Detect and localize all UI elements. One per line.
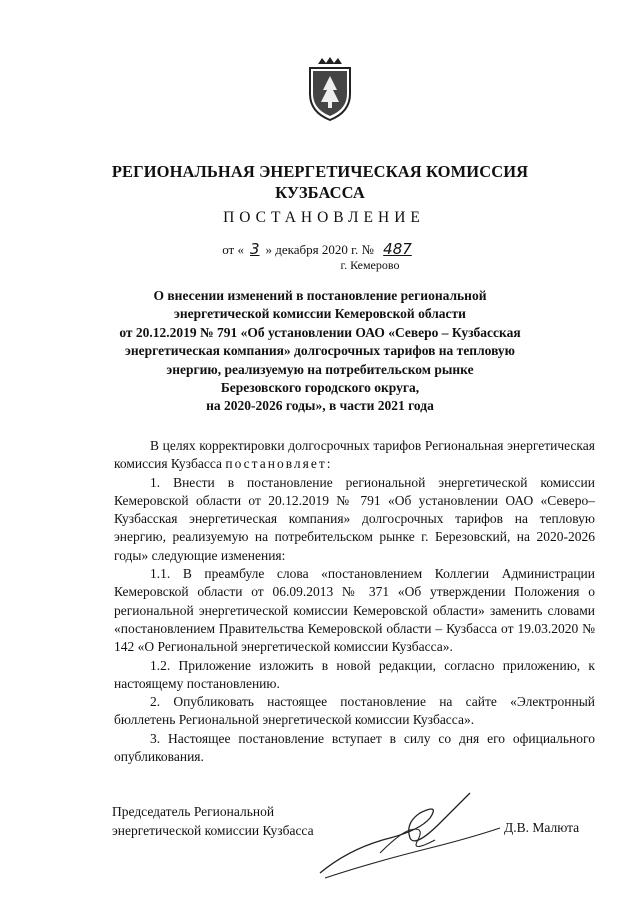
- coat-of-arms-icon: [304, 56, 356, 122]
- resolves-word: постановляет:: [225, 456, 333, 472]
- organization-name: [0, 161, 640, 203]
- document-body: [114, 437, 595, 766]
- signatory-name: Д.В. Малюта: [504, 820, 580, 835]
- document-number: 487: [383, 240, 412, 258]
- signatory-title: [112, 802, 314, 840]
- subject-line: энергию, реализуемую на потребительском рынке: [166, 361, 474, 377]
- date-day: 3: [249, 240, 260, 258]
- intro-text: В целях корректировки долгосрочных тарифов Региональная энергетическая комиссия Кузбасса: [114, 438, 595, 472]
- org-line-2: КУЗБАССА: [275, 183, 365, 202]
- paragraph-2: 2. Опубликовать настоящее постановление на сайте «Электронный бюллетень Региональной энергетической комиссии Кузбасса».: [114, 694, 595, 728]
- document-date-line: [0, 240, 640, 258]
- subject-line: от 20.12.2019 № 791 «Об установлении ОАО «Северо – Кузбасская: [119, 324, 521, 340]
- paragraph-1-1: 1.1. В преамбуле слова «постановлением Коллегии Администрации Кемеровской области от 06.09.2013 № 371 «Об утверждении Положения о региональной энергетической комиссии Кемеровской области» заменить словами «постановлением Правительства Кемеровской области – Кузбасса от 19.03.2020 № 142 «О Региональной энергетической комиссии Кузбасса».: [114, 566, 595, 655]
- subject-line: О внесении изменений в постановление региональной: [153, 288, 487, 303]
- paragraph-3: 3. Настоящее постановление вступает в силу со дня его официального опубликования.: [114, 730, 595, 765]
- subject-line: энергетической комиссии Кемеровской области: [174, 306, 466, 322]
- date-prefix: от «: [222, 242, 244, 257]
- handwritten-signature-icon: [310, 778, 510, 888]
- subject-line: на 2020-2026 годы», в части 2021 года: [206, 398, 434, 414]
- signatory-title-line-2: энергетической комиссии Кузбасса: [112, 823, 314, 838]
- subject-line: Березовского городского округа,: [220, 380, 420, 396]
- paragraph-1-2: 1.2. Приложение изложить в новой редакции, согласно приложению, к настоящему постановлению.: [114, 657, 595, 691]
- city: г. Кемерово: [340, 258, 400, 272]
- subject-line: энергетическая компания» долгосрочных тарифов на тепловую: [125, 343, 515, 359]
- org-line-1: РЕГИОНАЛЬНАЯ ЭНЕРГЕТИЧЕСКАЯ КОМИССИЯ: [111, 162, 529, 181]
- paragraph-1: 1. Внести в постановление региональной энергетической комиссии Кемеровской области от 20.12.2019 № 791 «Об установлении ОАО «Северо–Кузбасская энергетическая компания» долгосрочных тарифов на тепловую энергию, реализуемую на потребительском рынке г. Березовский, на 2020-2026 годы» следующие изменения:: [114, 474, 595, 563]
- document-type: ПОСТАНОВЛЕНИЕ: [223, 209, 425, 226]
- date-rest: » декабря 2020 г. №: [265, 242, 374, 257]
- document-subject: [0, 287, 640, 416]
- signatory-title-line-1: Председатель Региональной: [112, 804, 275, 819]
- intro-paragraph: [114, 437, 595, 474]
